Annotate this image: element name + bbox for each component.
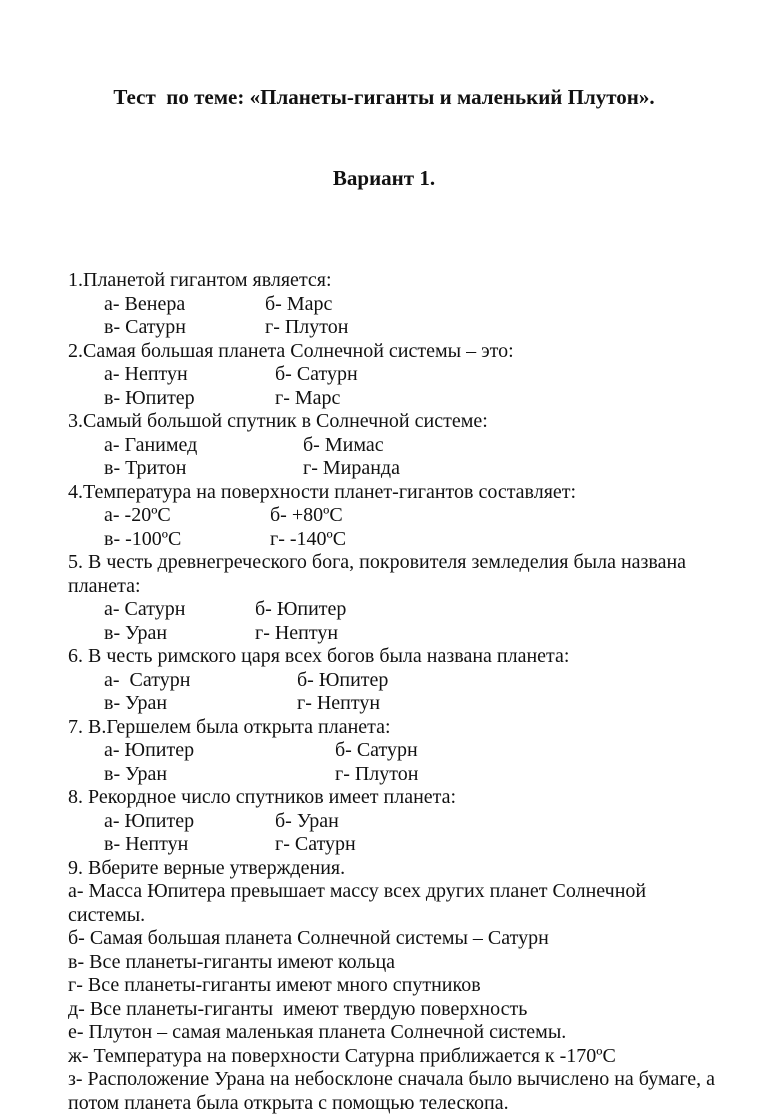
option-row bbox=[104, 457, 720, 481]
question-9-text: 9. Вберите верные утверждения. bbox=[68, 856, 346, 879]
option-row bbox=[104, 434, 720, 458]
question-5-option-v: в- Уран bbox=[104, 621, 168, 644]
option-row bbox=[104, 692, 720, 716]
question-7-text: 7. В.Гершелем была открыта планета: bbox=[68, 715, 391, 738]
question-2-option-b: б- Сатурн bbox=[275, 363, 358, 385]
question-1-text: 1.Планетой гигантом является: bbox=[68, 269, 332, 291]
question-5-option-a: а- Сатурн bbox=[104, 598, 186, 620]
option-row bbox=[104, 739, 720, 763]
option-row bbox=[104, 669, 720, 693]
question-7-option-g: г- Плутон bbox=[335, 762, 419, 785]
question-3-text: 3.Самый большой спутник в Солнечной системе: bbox=[68, 410, 488, 432]
question-5-options bbox=[104, 598, 720, 645]
question-1-option-v: в- Сатурн bbox=[104, 316, 186, 338]
option-row bbox=[104, 598, 720, 622]
question-8-options bbox=[104, 810, 720, 857]
question-9-statement-g: г- Все планеты-гиганты имеют много спутников bbox=[68, 974, 481, 996]
question-4-option-a: а- -20ºС bbox=[104, 504, 171, 526]
question-6-option-b: б- Юпитер bbox=[297, 668, 389, 691]
question-4-option-v: в- -100ºС bbox=[104, 527, 182, 550]
question-2-option-v: в- Юпитер bbox=[104, 386, 195, 409]
option-row bbox=[104, 528, 720, 552]
option-row bbox=[104, 387, 720, 411]
question-9-statement-zh: ж- Температура на поверхности Сатурна приближается к -170ºС bbox=[68, 1044, 616, 1067]
question-9-statement-e: е- Плутон – самая маленькая планета Солнечной системы. bbox=[68, 1021, 567, 1043]
question-7-option-a: а- Юпитер bbox=[104, 739, 195, 761]
question-4-option-g: г- -140ºС bbox=[270, 527, 347, 550]
question-9-statement-d: д- Все планеты-гиганты имеют твердую поверхность bbox=[68, 997, 528, 1020]
question-7-option-v: в- Уран bbox=[104, 762, 168, 785]
question-1-option-g: г- Плутон bbox=[265, 316, 349, 338]
option-row bbox=[104, 293, 720, 317]
option-row bbox=[104, 833, 720, 857]
question-1-option-b: б- Марс bbox=[265, 292, 333, 315]
question-8-text: 8. Рекордное число спутников имеет планета: bbox=[68, 786, 457, 808]
question-5-option-b: б- Юпитер bbox=[255, 598, 347, 620]
option-row bbox=[104, 504, 720, 528]
question-5-text: 5. В честь древнегреческого бога, покровителя земледелия была названа планета: bbox=[68, 551, 692, 597]
question-8-option-v: в- Нептун bbox=[104, 833, 189, 855]
option-row bbox=[104, 622, 720, 646]
question-8-option-b: б- Уран bbox=[275, 809, 339, 832]
question-4-option-b: б- +80ºС bbox=[270, 504, 343, 526]
question-6-options bbox=[104, 669, 720, 716]
question-7-options bbox=[104, 739, 720, 786]
question-6-option-g: г- Нептун bbox=[297, 692, 381, 714]
question-3-option-b: б- Мимас bbox=[303, 433, 384, 456]
question-3-option-g: г- Миранда bbox=[303, 457, 400, 479]
question-9-statement-v: в- Все планеты-гиганты имеют кольца bbox=[68, 950, 396, 973]
question-7-option-b: б- Сатурн bbox=[335, 739, 418, 761]
question-2-option-g: г- Марс bbox=[275, 386, 341, 409]
question-2-text: 2.Самая большая планета Солнечной системы – это: bbox=[68, 339, 514, 362]
question-2-option-a: а- Нептун bbox=[104, 363, 188, 385]
title-line-2: Вариант 1. bbox=[332, 166, 436, 190]
question-1-options bbox=[104, 293, 720, 340]
question-8-option-a: а- Юпитер bbox=[104, 809, 195, 832]
question-9-statement-a: а- Масса Юпитера превышает массу всех других планет Солнечной системы. bbox=[68, 880, 652, 926]
question-2-options bbox=[104, 363, 720, 410]
question-3-options bbox=[104, 434, 720, 481]
question-3-option-v: в- Тритон bbox=[104, 457, 187, 479]
question-8-option-g: г- Сатурн bbox=[275, 833, 356, 855]
question-1-option-a: а- Венера bbox=[104, 292, 186, 315]
question-4-options bbox=[104, 504, 720, 551]
option-row bbox=[104, 763, 720, 787]
question-6-option-v: в- Уран bbox=[104, 692, 168, 714]
question-3-option-a: а- Ганимед bbox=[104, 433, 198, 456]
option-row bbox=[104, 363, 720, 387]
question-4-text: 4.Температура на поверхности планет-гигантов составляет: bbox=[68, 480, 577, 503]
question-6-text: 6. В честь римского царя всех богов была названа планета: bbox=[68, 645, 570, 667]
question-9-statement-b: б- Самая большая планета Солнечной системы – Сатурн bbox=[68, 927, 549, 949]
document-title bbox=[0, 0, 768, 246]
title-line-1: Тест по теме: «Планеты-гиганты и маленький Плутон». bbox=[113, 85, 655, 109]
document-body bbox=[68, 269, 720, 1115]
option-row bbox=[104, 810, 720, 834]
question-9-statement-z: з- Расположение Урана на небосклоне сначала было вычислено на бумаге, а потом планета была открыта с помощью телескопа. bbox=[68, 1068, 721, 1114]
question-6-option-a: а- Сатурн bbox=[104, 668, 191, 691]
question-5-option-g: г- Нептун bbox=[255, 621, 339, 644]
option-row bbox=[104, 316, 720, 340]
